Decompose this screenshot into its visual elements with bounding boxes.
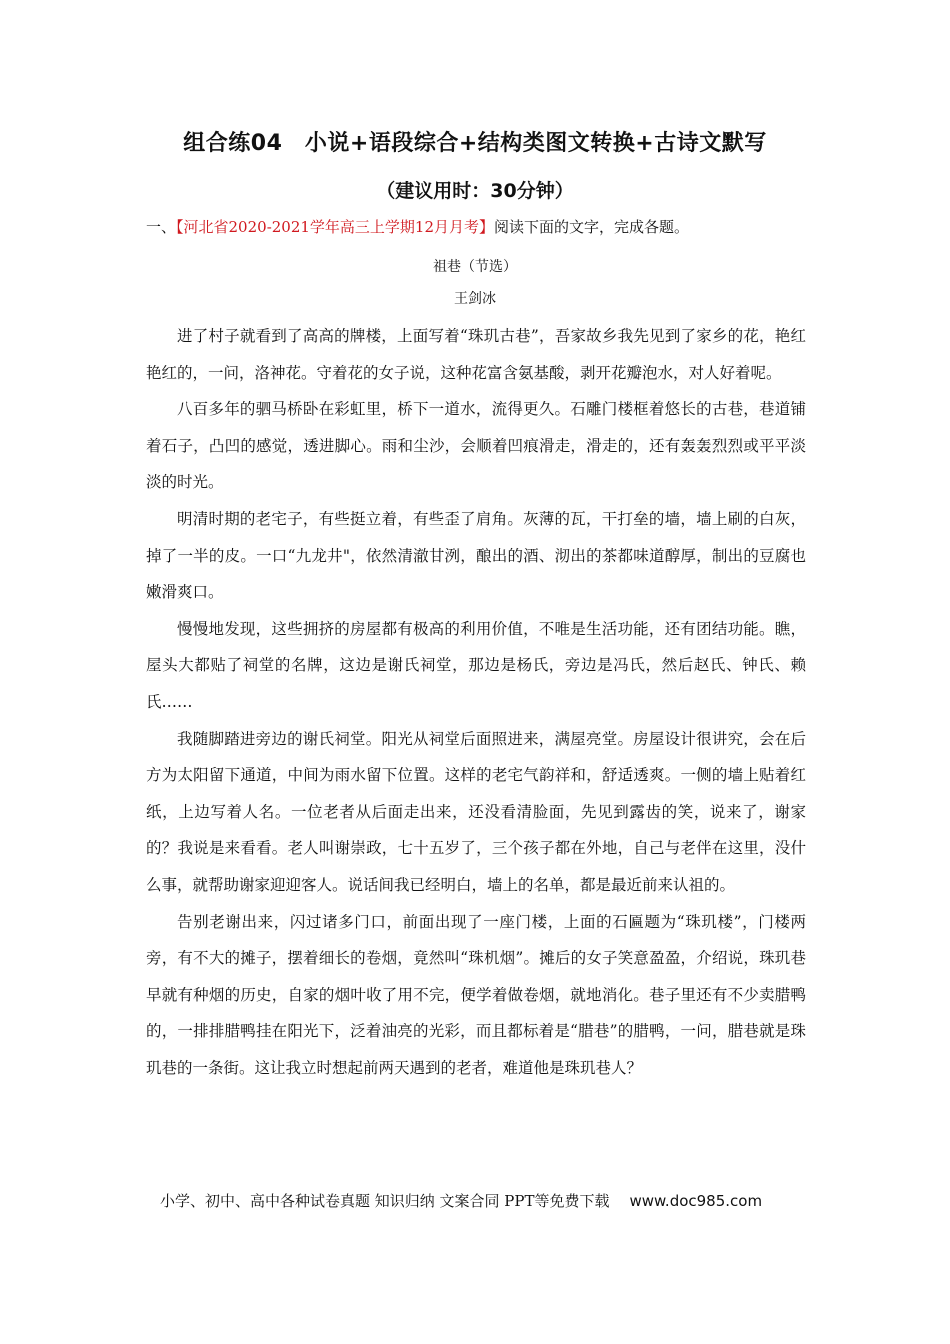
footer-url[interactable]: www.doc985.com (629, 1192, 763, 1210)
question-number: 一、 (146, 218, 177, 236)
article-paragraph: 进了村子就看到了高高的牌楼，上面写着“珠玑古巷”，吾家故乡我先见到了家乡的花，艳红艳红的，一问，洛神花。守着花的女子说，这种花富含氨基酸，剥开花瓣泡水，对人好着呢。 (146, 327, 806, 382)
article-paragraph: 告别老谢出来，闪过诸多门口，前面出现了一座门楼，上面的石匾题为“珠玑楼”，门楼两旁，有不大的摊子，摆着细长的卷烟，竟然叫“珠机烟”。摊后的女子笑意盈盈，介绍说，珠玑巷早就有种烟的历史，自家的烟叶收了用不完，便学着做卷烟，就地消化。巷子里还有不少卖腊鸭的，一排排腊鸭挂在阳光下，泛着油亮的光彩，而且都标着是“腊巷”的腊鸭，一问，腊巷就是珠玑巷的一条街。这让我立时想起前两天遇到的老者，难道他是珠玑巷人？ (146, 912, 806, 1077)
footer-text: 小学、初中、高中各种试卷真题 知识归纳 文案合同 PPT等免费下载 (160, 1192, 610, 1210)
article-author: 王剑冰 (454, 291, 496, 307)
article-paragraph: 八百多年的驷马桥卧在彩虹里，桥下一道水，流得更久。石雕门楼框着悠长的古巷，巷道铺着石子，凸凹的感觉，透进脚心。雨和尘沙，会顺着凹痕滑走，滑走的，还有轰轰烈烈或平平淡淡的时光。 (146, 400, 806, 492)
article-title: 祖巷（节选） (433, 259, 517, 275)
time-suggestion: （建议用时：30分钟） (376, 180, 574, 202)
question-source: 【河北省2020-2021学年高三上学期12月月考】 (176, 218, 495, 236)
footer-banner (160, 1190, 860, 1211)
article-paragraph: 我随脚踏进旁边的谢氏祠堂。阳光从祠堂后面照进来，满屋亮堂。房屋设计很讲究，会在后方为太阳留下通道，中间为雨水留下位置。这样的老宅气韵祥和，舒适透爽。一侧的墙上贴着红纸，上边写着人名。一位老者从后面走出来，还没看清脸面，先见到露齿的笑，说来了，谢家的？我说是来看看。老人叫谢崇政，七十五岁了，三个孩子都在外地，自己与老伴在这里，没什么事，就帮助谢家迎迎客人。说话间我已经明白，墙上的名单，都是最近前来认祖的。 (146, 729, 806, 894)
article-paragraph: 明清时期的老宅子，有些挺立着，有些歪了肩角。灰薄的瓦，干打垒的墙，墙上刷的白灰，掉了一半的皮。一口“九龙井"，依然清澈甘洌，酿出的酒、沏出的茶都味道醇厚，制出的豆腐也嫩滑爽口。 (146, 509, 806, 602)
article-paragraph: 慢慢地发现，这些拥挤的房屋都有极高的利用价值，不唯是生活功能，还有团结功能。瞧，屋头大都贴了祠堂的名牌，这边是谢氏祠堂，那边是杨氏，旁边是冯氏，然后赵氏、钟氏、赖氏…… (146, 619, 806, 711)
article-body (146, 318, 806, 1086)
page-title: 组合练04 小说+语段综合+结构类图文转换+古诗文默写 (183, 131, 767, 156)
question-instruction: 阅读下面的文字，完成各题。 (494, 218, 690, 236)
question-1-header (146, 216, 826, 237)
